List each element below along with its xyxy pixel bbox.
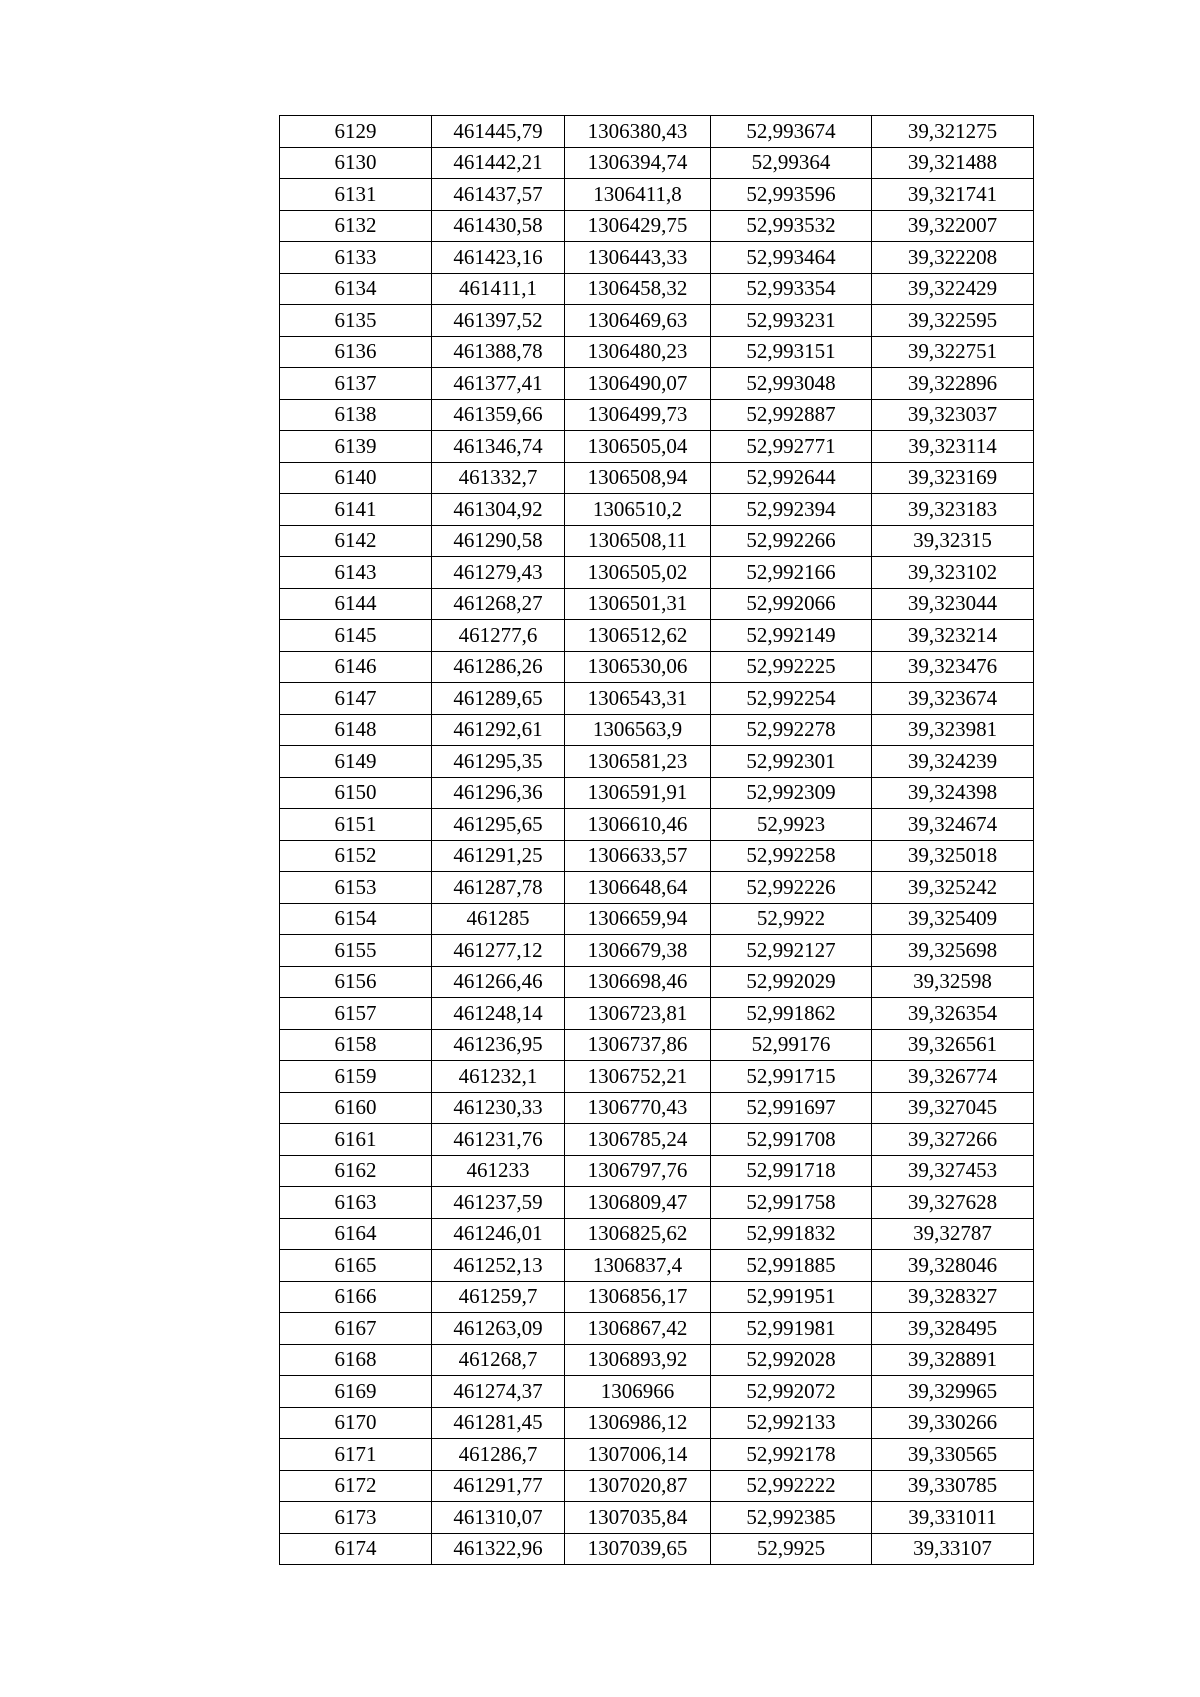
table-row [280,1407,1034,1439]
longitude-cell: 39,326561 [872,1029,1034,1061]
x-coordinate-cell: 461296,36 [432,777,565,809]
y-coordinate-cell: 1306543,31 [565,683,711,715]
x-coordinate-cell: 461377,41 [432,368,565,400]
longitude-cell: 39,327266 [872,1124,1034,1156]
x-coordinate-cell: 461263,09 [432,1313,565,1345]
longitude-cell: 39,323044 [872,588,1034,620]
latitude-cell: 52,993464 [711,242,872,274]
longitude-cell: 39,328891 [872,1344,1034,1376]
table-row [280,840,1034,872]
point-number-cell: 6166 [280,1281,432,1313]
table-row [280,210,1034,242]
longitude-cell: 39,330565 [872,1439,1034,1471]
y-coordinate-cell: 1306499,73 [565,399,711,431]
point-number-cell: 6159 [280,1061,432,1093]
table-row [280,525,1034,557]
longitude-cell: 39,322896 [872,368,1034,400]
x-coordinate-cell: 461295,35 [432,746,565,778]
y-coordinate-cell: 1306458,32 [565,273,711,305]
coordinates-table [279,115,1034,1565]
y-coordinate-cell: 1307035,84 [565,1502,711,1534]
table-row [280,1250,1034,1282]
longitude-cell: 39,327453 [872,1155,1034,1187]
point-number-cell: 6138 [280,399,432,431]
point-number-cell: 6167 [280,1313,432,1345]
y-coordinate-cell: 1306633,57 [565,840,711,872]
table-row [280,242,1034,274]
point-number-cell: 6145 [280,620,432,652]
point-number-cell: 6150 [280,777,432,809]
x-coordinate-cell: 461274,37 [432,1376,565,1408]
latitude-cell: 52,9923 [711,809,872,841]
table-row [280,1533,1034,1565]
longitude-cell: 39,324398 [872,777,1034,809]
latitude-cell: 52,991832 [711,1218,872,1250]
longitude-cell: 39,325698 [872,935,1034,967]
latitude-cell: 52,991708 [711,1124,872,1156]
y-coordinate-cell: 1306893,92 [565,1344,711,1376]
y-coordinate-cell: 1306770,43 [565,1092,711,1124]
longitude-cell: 39,326774 [872,1061,1034,1093]
x-coordinate-cell: 461437,57 [432,179,565,211]
latitude-cell: 52,991862 [711,998,872,1030]
x-coordinate-cell: 461286,7 [432,1439,565,1471]
table-row [280,305,1034,337]
longitude-cell: 39,323102 [872,557,1034,589]
x-coordinate-cell: 461277,6 [432,620,565,652]
x-coordinate-cell: 461397,52 [432,305,565,337]
x-coordinate-cell: 461230,33 [432,1092,565,1124]
x-coordinate-cell: 461285 [432,903,565,935]
y-coordinate-cell: 1306380,43 [565,116,711,148]
y-coordinate-cell: 1306648,64 [565,872,711,904]
y-coordinate-cell: 1306966 [565,1376,711,1408]
x-coordinate-cell: 461277,12 [432,935,565,967]
table-row [280,746,1034,778]
table-row [280,1218,1034,1250]
point-number-cell: 6148 [280,714,432,746]
y-coordinate-cell: 1306797,76 [565,1155,711,1187]
y-coordinate-cell: 1306512,62 [565,620,711,652]
x-coordinate-cell: 461359,66 [432,399,565,431]
longitude-cell: 39,322208 [872,242,1034,274]
latitude-cell: 52,991981 [711,1313,872,1345]
x-coordinate-cell: 461291,77 [432,1470,565,1502]
y-coordinate-cell: 1306825,62 [565,1218,711,1250]
point-number-cell: 6147 [280,683,432,715]
table-row [280,1439,1034,1471]
table-row [280,1502,1034,1534]
y-coordinate-cell: 1306723,81 [565,998,711,1030]
point-number-cell: 6130 [280,147,432,179]
latitude-cell: 52,992226 [711,872,872,904]
latitude-cell: 52,992278 [711,714,872,746]
point-number-cell: 6140 [280,462,432,494]
table-row [280,1376,1034,1408]
y-coordinate-cell: 1306679,38 [565,935,711,967]
table-row [280,683,1034,715]
point-number-cell: 6131 [280,179,432,211]
x-coordinate-cell: 461246,01 [432,1218,565,1250]
latitude-cell: 52,992266 [711,525,872,557]
y-coordinate-cell: 1306581,23 [565,746,711,778]
x-coordinate-cell: 461292,61 [432,714,565,746]
table-row [280,494,1034,526]
x-coordinate-cell: 461259,7 [432,1281,565,1313]
y-coordinate-cell: 1306809,47 [565,1187,711,1219]
y-coordinate-cell: 1306501,31 [565,588,711,620]
x-coordinate-cell: 461237,59 [432,1187,565,1219]
longitude-cell: 39,32598 [872,966,1034,998]
x-coordinate-cell: 461266,46 [432,966,565,998]
table-row [280,872,1034,904]
longitude-cell: 39,321275 [872,116,1034,148]
latitude-cell: 52,992178 [711,1439,872,1471]
point-number-cell: 6129 [280,116,432,148]
point-number-cell: 6133 [280,242,432,274]
y-coordinate-cell: 1306469,63 [565,305,711,337]
y-coordinate-cell: 1306480,23 [565,336,711,368]
latitude-cell: 52,9925 [711,1533,872,1565]
table-row [280,368,1034,400]
longitude-cell: 39,323981 [872,714,1034,746]
y-coordinate-cell: 1306508,94 [565,462,711,494]
longitude-cell: 39,325018 [872,840,1034,872]
y-coordinate-cell: 1306508,11 [565,525,711,557]
x-coordinate-cell: 461310,07 [432,1502,565,1534]
longitude-cell: 39,327045 [872,1092,1034,1124]
point-number-cell: 6152 [280,840,432,872]
latitude-cell: 52,992644 [711,462,872,494]
table-row [280,777,1034,809]
latitude-cell: 52,992394 [711,494,872,526]
table-row [280,1313,1034,1345]
latitude-cell: 52,993674 [711,116,872,148]
point-number-cell: 6142 [280,525,432,557]
longitude-cell: 39,323183 [872,494,1034,526]
longitude-cell: 39,33107 [872,1533,1034,1565]
point-number-cell: 6153 [280,872,432,904]
table-row [280,336,1034,368]
longitude-cell: 39,329965 [872,1376,1034,1408]
longitude-cell: 39,323476 [872,651,1034,683]
table-row [280,557,1034,589]
longitude-cell: 39,325242 [872,872,1034,904]
point-number-cell: 6132 [280,210,432,242]
x-coordinate-cell: 461233 [432,1155,565,1187]
point-number-cell: 6168 [280,1344,432,1376]
x-coordinate-cell: 461231,76 [432,1124,565,1156]
y-coordinate-cell: 1306394,74 [565,147,711,179]
point-number-cell: 6144 [280,588,432,620]
longitude-cell: 39,322595 [872,305,1034,337]
table-row [280,714,1034,746]
longitude-cell: 39,324674 [872,809,1034,841]
table-row [280,147,1034,179]
table-row [280,903,1034,935]
latitude-cell: 52,992028 [711,1344,872,1376]
table-row [280,1344,1034,1376]
latitude-cell: 52,99364 [711,147,872,179]
y-coordinate-cell: 1307006,14 [565,1439,711,1471]
table-row [280,462,1034,494]
latitude-cell: 52,99176 [711,1029,872,1061]
y-coordinate-cell: 1306510,2 [565,494,711,526]
latitude-cell: 52,992149 [711,620,872,652]
x-coordinate-cell: 461411,1 [432,273,565,305]
x-coordinate-cell: 461268,27 [432,588,565,620]
y-coordinate-cell: 1306610,46 [565,809,711,841]
x-coordinate-cell: 461232,1 [432,1061,565,1093]
x-coordinate-cell: 461295,65 [432,809,565,841]
longitude-cell: 39,326354 [872,998,1034,1030]
longitude-cell: 39,321741 [872,179,1034,211]
point-number-cell: 6158 [280,1029,432,1061]
table-row [280,1092,1034,1124]
latitude-cell: 52,992029 [711,966,872,998]
latitude-cell: 52,992225 [711,651,872,683]
y-coordinate-cell: 1306867,42 [565,1313,711,1345]
point-number-cell: 6136 [280,336,432,368]
longitude-cell: 39,322751 [872,336,1034,368]
table-row [280,935,1034,967]
y-coordinate-cell: 1306505,04 [565,431,711,463]
latitude-cell: 52,993532 [711,210,872,242]
latitude-cell: 52,992301 [711,746,872,778]
latitude-cell: 52,992254 [711,683,872,715]
x-coordinate-cell: 461248,14 [432,998,565,1030]
x-coordinate-cell: 461290,58 [432,525,565,557]
x-coordinate-cell: 461279,43 [432,557,565,589]
table-row [280,116,1034,148]
longitude-cell: 39,323674 [872,683,1034,715]
longitude-cell: 39,322429 [872,273,1034,305]
longitude-cell: 39,330266 [872,1407,1034,1439]
latitude-cell: 52,993151 [711,336,872,368]
y-coordinate-cell: 1306530,06 [565,651,711,683]
y-coordinate-cell: 1306443,33 [565,242,711,274]
point-number-cell: 6171 [280,1439,432,1471]
latitude-cell: 52,991758 [711,1187,872,1219]
point-number-cell: 6149 [280,746,432,778]
x-coordinate-cell: 461346,74 [432,431,565,463]
point-number-cell: 6134 [280,273,432,305]
latitude-cell: 52,992385 [711,1502,872,1534]
x-coordinate-cell: 461332,7 [432,462,565,494]
table-row [280,998,1034,1030]
longitude-cell: 39,323037 [872,399,1034,431]
x-coordinate-cell: 461287,78 [432,872,565,904]
latitude-cell: 52,993231 [711,305,872,337]
table-row [280,431,1034,463]
point-number-cell: 6164 [280,1218,432,1250]
table-row [280,1187,1034,1219]
table-row [280,651,1034,683]
y-coordinate-cell: 1306563,9 [565,714,711,746]
point-number-cell: 6137 [280,368,432,400]
table-row [280,179,1034,211]
x-coordinate-cell: 461442,21 [432,147,565,179]
point-number-cell: 6135 [280,305,432,337]
point-number-cell: 6154 [280,903,432,935]
latitude-cell: 52,993048 [711,368,872,400]
latitude-cell: 52,993354 [711,273,872,305]
latitude-cell: 52,991885 [711,1250,872,1282]
longitude-cell: 39,328046 [872,1250,1034,1282]
x-coordinate-cell: 461445,79 [432,116,565,148]
point-number-cell: 6141 [280,494,432,526]
latitude-cell: 52,992258 [711,840,872,872]
y-coordinate-cell: 1306986,12 [565,1407,711,1439]
x-coordinate-cell: 461286,26 [432,651,565,683]
y-coordinate-cell: 1306591,91 [565,777,711,809]
latitude-cell: 52,992309 [711,777,872,809]
y-coordinate-cell: 1306411,8 [565,179,711,211]
point-number-cell: 6156 [280,966,432,998]
latitude-cell: 52,992127 [711,935,872,967]
latitude-cell: 52,992072 [711,1376,872,1408]
latitude-cell: 52,991697 [711,1092,872,1124]
table-row [280,1061,1034,1093]
longitude-cell: 39,323214 [872,620,1034,652]
table-row [280,809,1034,841]
latitude-cell: 52,991718 [711,1155,872,1187]
x-coordinate-cell: 461304,92 [432,494,565,526]
latitude-cell: 52,992133 [711,1407,872,1439]
latitude-cell: 52,993596 [711,179,872,211]
point-number-cell: 6155 [280,935,432,967]
longitude-cell: 39,330785 [872,1470,1034,1502]
longitude-cell: 39,331011 [872,1502,1034,1534]
table-row [280,1470,1034,1502]
y-coordinate-cell: 1306698,46 [565,966,711,998]
longitude-cell: 39,325409 [872,903,1034,935]
x-coordinate-cell: 461291,25 [432,840,565,872]
table-row [280,1029,1034,1061]
y-coordinate-cell: 1306856,17 [565,1281,711,1313]
y-coordinate-cell: 1306785,24 [565,1124,711,1156]
point-number-cell: 6163 [280,1187,432,1219]
table-row [280,620,1034,652]
point-number-cell: 6157 [280,998,432,1030]
point-number-cell: 6173 [280,1502,432,1534]
x-coordinate-cell: 461289,65 [432,683,565,715]
longitude-cell: 39,32787 [872,1218,1034,1250]
longitude-cell: 39,323169 [872,462,1034,494]
coordinates-table-body [280,116,1034,1565]
x-coordinate-cell: 461430,58 [432,210,565,242]
latitude-cell: 52,992222 [711,1470,872,1502]
y-coordinate-cell: 1306505,02 [565,557,711,589]
longitude-cell: 39,328495 [872,1313,1034,1345]
point-number-cell: 6174 [280,1533,432,1565]
point-number-cell: 6139 [280,431,432,463]
longitude-cell: 39,321488 [872,147,1034,179]
longitude-cell: 39,324239 [872,746,1034,778]
latitude-cell: 52,992066 [711,588,872,620]
longitude-cell: 39,32315 [872,525,1034,557]
longitude-cell: 39,328327 [872,1281,1034,1313]
point-number-cell: 6143 [280,557,432,589]
latitude-cell: 52,991715 [711,1061,872,1093]
x-coordinate-cell: 461423,16 [432,242,565,274]
table-row [280,1155,1034,1187]
y-coordinate-cell: 1306429,75 [565,210,711,242]
point-number-cell: 6161 [280,1124,432,1156]
latitude-cell: 52,991951 [711,1281,872,1313]
y-coordinate-cell: 1306737,86 [565,1029,711,1061]
x-coordinate-cell: 461236,95 [432,1029,565,1061]
point-number-cell: 6172 [280,1470,432,1502]
latitude-cell: 52,992887 [711,399,872,431]
table-row [280,1281,1034,1313]
longitude-cell: 39,327628 [872,1187,1034,1219]
point-number-cell: 6165 [280,1250,432,1282]
latitude-cell: 52,992166 [711,557,872,589]
y-coordinate-cell: 1306490,07 [565,368,711,400]
y-coordinate-cell: 1306659,94 [565,903,711,935]
x-coordinate-cell: 461268,7 [432,1344,565,1376]
point-number-cell: 6160 [280,1092,432,1124]
point-number-cell: 6151 [280,809,432,841]
x-coordinate-cell: 461252,13 [432,1250,565,1282]
y-coordinate-cell: 1307039,65 [565,1533,711,1565]
latitude-cell: 52,9922 [711,903,872,935]
point-number-cell: 6170 [280,1407,432,1439]
x-coordinate-cell: 461322,96 [432,1533,565,1565]
point-number-cell: 6169 [280,1376,432,1408]
longitude-cell: 39,322007 [872,210,1034,242]
y-coordinate-cell: 1306837,4 [565,1250,711,1282]
point-number-cell: 6146 [280,651,432,683]
y-coordinate-cell: 1306752,21 [565,1061,711,1093]
point-number-cell: 6162 [280,1155,432,1187]
x-coordinate-cell: 461281,45 [432,1407,565,1439]
y-coordinate-cell: 1307020,87 [565,1470,711,1502]
longitude-cell: 39,323114 [872,431,1034,463]
table-row [280,588,1034,620]
x-coordinate-cell: 461388,78 [432,336,565,368]
table-row [280,273,1034,305]
table-row [280,1124,1034,1156]
table-row [280,966,1034,998]
latitude-cell: 52,992771 [711,431,872,463]
table-row [280,399,1034,431]
